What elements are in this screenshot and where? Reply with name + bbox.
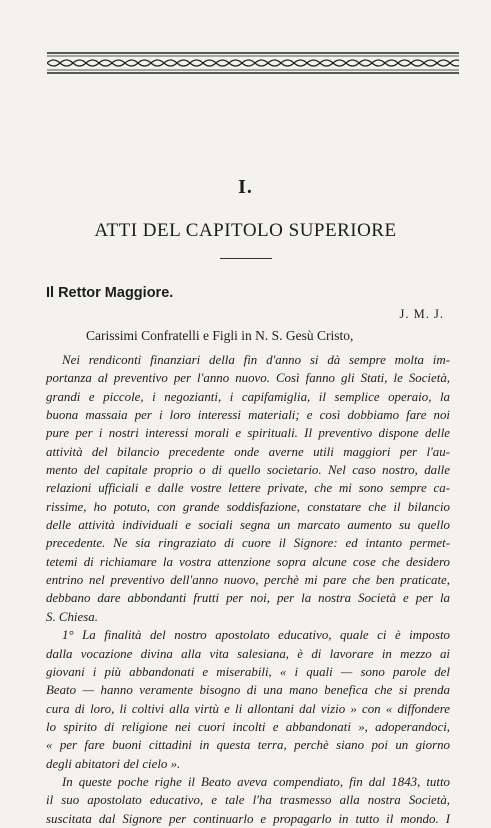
paragraph <box>46 626 450 773</box>
chapter-title: ATTI DEL CAPITOLO SUPERIORE <box>94 220 397 241</box>
paragraph <box>46 351 450 626</box>
text-line: lo spirito di religione nei cuori incolti e abbandonati », adoperandoci, <box>46 719 450 734</box>
chapter-number: I. <box>238 176 253 198</box>
text-line: cura di loro, li coltivi alla virtù e li allontani dal vizio » con « diffondere <box>46 701 450 716</box>
text-line: delle attività individuali e sociali segna un marcato aumento su quello <box>46 518 450 533</box>
text-line: 1° La finalità del nostro apostolato educativo, quale ci è imposto <box>62 628 450 643</box>
text-line: In queste poche righe il Beato aveva compendiato, fin dal 1843, tutto <box>62 774 450 789</box>
letter-body <box>46 351 450 828</box>
text-line: il suo apostolato educativo, e tale l'ha trasmesso alla nostra Società, <box>46 793 450 808</box>
text-line: degli abitatori del cielo ». <box>46 756 181 771</box>
text-line: pure per i nostri interessi morali e spirituali. Il preventivo dispone delle <box>46 426 450 441</box>
title-divider <box>220 258 272 259</box>
text-line: grandi e piccole, i negozianti, i capifamiglia, il semplice operaio, la <box>46 389 450 404</box>
text-line: debbano dare abbondanti frutti per noi, per la nostra Società e per la <box>46 591 450 606</box>
text-line: precedente. Ne sia ringraziato di cuore il Signore: ed intanto permet- <box>46 536 450 551</box>
text-line: entrino nel preventivo dell'anno nuovo, perchè mi pare che ben praticate, <box>46 573 450 588</box>
text-line: giovani i più abbandonati e miserabili, « i quali — sono parole del <box>46 664 450 679</box>
text-line: rissime, ho potuto, con grande soddisfazione, constatare che il bilancio <box>46 499 450 514</box>
text-line: attività del bilancio precedente onde averne utili maggiori per l'au- <box>46 444 450 459</box>
decorative-border-ornament <box>47 52 459 74</box>
text-line: dalla vocazione divina alla vita salesiana, è di lavorare in mezzo ai <box>46 646 450 661</box>
text-line: S. Chiesa. <box>46 609 98 624</box>
salutation: Carissimi Confratelli e Figli in N. S. Gesù Cristo, <box>86 328 354 343</box>
monogram: J. M. J. <box>399 307 444 321</box>
text-line: Nei rendiconti finanziari della fin d'anno si dà sempre molta im- <box>62 353 450 367</box>
text-line: relazioni ufficiali e dalle vostre lettere private, che mi sono sempre ca- <box>46 481 450 496</box>
text-line: tetemi di richiamare la vostra attenzione sopra alcune cose che desidero <box>46 554 450 569</box>
text-line: suscitata dal Signore per continuarlo e propagarlo in tutto il mondo. I <box>46 811 450 826</box>
text-line: Beato — hanno veramente bisogno di una mano benefica che si prenda <box>46 683 450 698</box>
text-line: « per fare buoni cittadini in questa terra, perchè siano poi un giorno <box>46 738 450 753</box>
text-line: portanza al preventivo per l'anno nuovo. Così fanno gli Stati, le Società, <box>46 371 450 386</box>
paragraph <box>46 773 450 828</box>
section-title: Il Rettor Maggiore. <box>46 285 174 301</box>
text-line: buona massaia per i loro interessi materiali; e così dobbiamo fare noi <box>46 408 450 423</box>
text-line: mento del capitale proprio o di quello societario. Nel caso nostro, dalle <box>46 463 450 478</box>
